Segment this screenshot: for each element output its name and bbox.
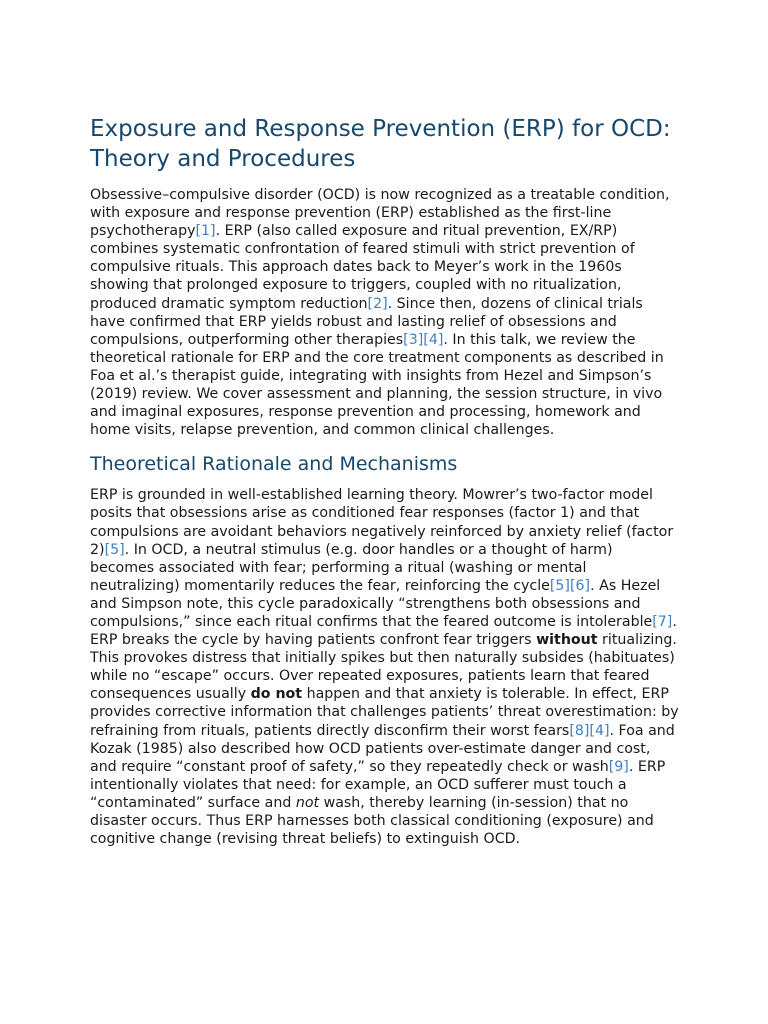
- citation-link[interactable]: [6]: [569, 577, 591, 594]
- text-run: wash, thereby learning (in-session) that no disaster occurs. Thus ERP harnesses both classical conditioning (exposure) and cognitive change (revising threat beliefs) to extinguish OCD.: [90, 794, 654, 848]
- bold-text: without: [536, 632, 598, 649]
- citation-link[interactable]: [4]: [589, 722, 610, 739]
- citation-link[interactable]: [3]: [403, 331, 424, 348]
- citation-link[interactable]: [4]: [423, 331, 444, 348]
- intro-paragraph: [90, 186, 680, 439]
- citation-link[interactable]: [9]: [608, 758, 629, 775]
- citation-link[interactable]: [7]: [652, 613, 673, 630]
- text-run: . Since then, dozens of clinical trials have confirmed that ERP yields robust and lasting relief of obsessions and compulsions, outperforming other therapies: [90, 295, 643, 348]
- text-run: . In OCD, a neutral stimulus (e.g. door handles or a thought of harm) becomes associated with fear; performing a ritual (washing or mental neutralizing) momentarily reduces the fear, reinforcing the cycle: [90, 541, 613, 594]
- text-run: . As Hezel and Simpson note, this cycle paradoxically “strengthens both obsessions and compulsions,” since each ritual confirms that the feared outcome is intolerable: [90, 577, 661, 630]
- text-run: . ERP intentionally violates that need: for example, an OCD sufferer must touch a “contaminated” surface and: [90, 758, 666, 811]
- section-heading: Theoretical Rationale and Mechanisms: [90, 453, 458, 476]
- italic-text: not: [295, 794, 320, 811]
- citation-link[interactable]: [8]: [569, 722, 590, 739]
- text-run: . In this talk, we review the theoretical rationale for ERP and the core treatment components as described in Foa et al.’s therapist guide, integrating with insights from Hezel and Simpson’s (2019) review. We cover assessment and planning, the session structure, in vivo and imaginal exposures, response prevention and processing, homework and home visits, relapse prevention, and common clinical challenges.: [90, 331, 664, 439]
- citation-link[interactable]: [2]: [367, 295, 388, 312]
- citation-link[interactable]: [5]: [549, 577, 570, 594]
- text-run: happen and that anxiety is tolerable. In effect, ERP provides corrective information that challenges patients’ threat overestimation: by refraining from rituals, patients directly disconfirm their worst fears: [90, 686, 679, 739]
- citation-link[interactable]: [5]: [104, 541, 125, 558]
- text-run: Obsessive–compulsive disorder (OCD) is now recognized as a treatable condition, with exposure and response prevention (ERP) established as the first-line psychotherapy: [90, 187, 670, 240]
- page-title: Exposure and Response Prevention (ERP) for OCD: Theory and Procedures: [90, 116, 671, 172]
- text-run: . ERP breaks the cycle by having patients confront fear triggers: [90, 613, 677, 649]
- text-run: ERP is grounded in well-established learning theory. Mowrer’s two-factor model posits that obsessions arise as conditioned fear responses (factor 1) and that compulsions are avoidant behaviors negatively reinforced by anxiety relief (factor 2): [90, 487, 674, 558]
- text-run: . Foa and Kozak (1985) also described how OCD patients over-estimate danger and cost, and require “constant proof of safety,” so they repeatedly check or wash: [90, 722, 675, 775]
- text-run: . ERP (also called exposure and ritual prevention, EX/RP) combines systematic confrontation of feared stimuli with strict prevention of compulsive rituals. This approach dates back to Meyer’s work in the 1960s showing that prolonged exposure to triggers, coupled with no ritualization, produced dramatic symptom reduction: [90, 223, 635, 312]
- document-page: [90, 114, 680, 848]
- text-run: ritualizing. This provokes distress that initially spikes but then naturally subsides (habituates) while no “escape” occurs. Over repeated exposures, patients learn that feared consequences usually: [90, 632, 677, 703]
- section-paragraph: [90, 486, 680, 848]
- bold-text: do not: [250, 686, 303, 703]
- citation-link[interactable]: [1]: [195, 223, 216, 240]
